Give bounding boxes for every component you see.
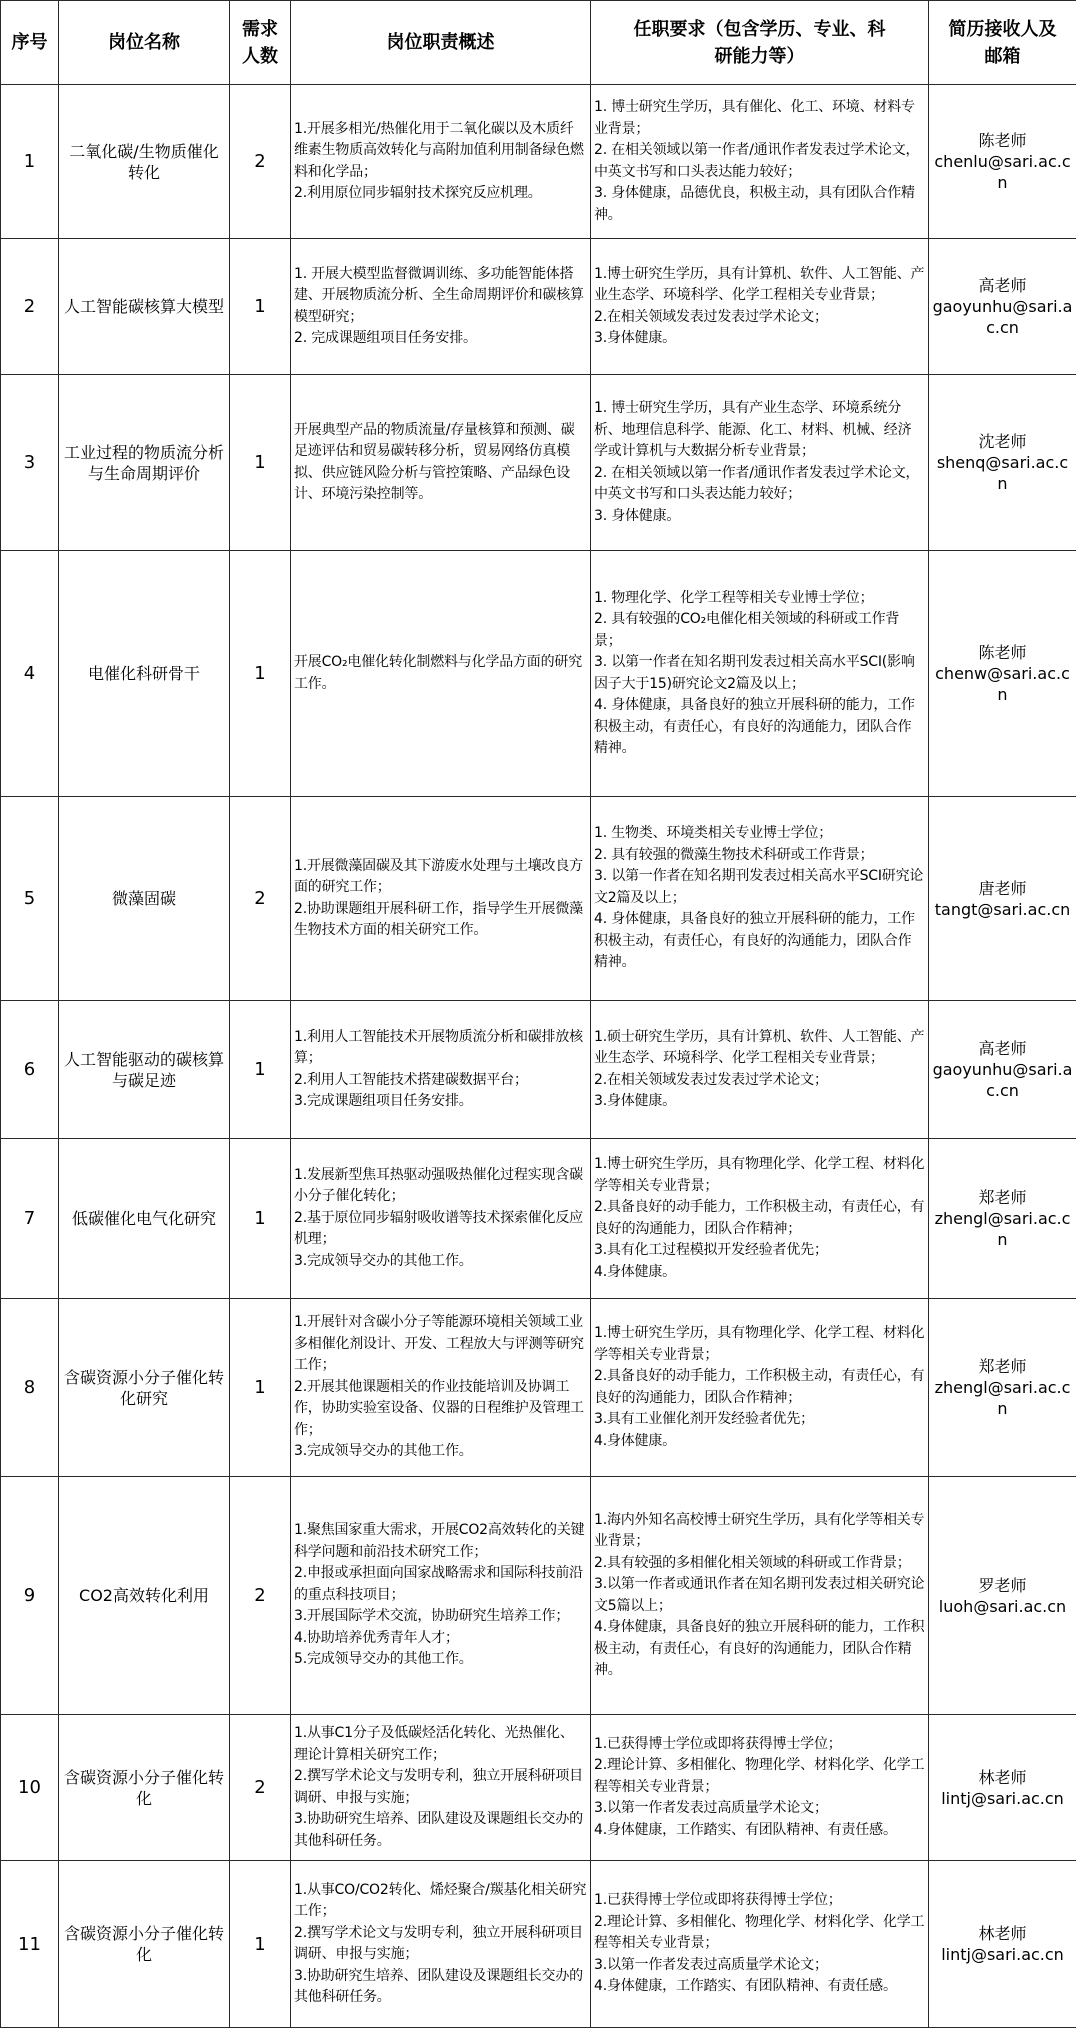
duty-item: 开展CO₂电催化转化制燃料与化学品方面的研究工作。	[294, 654, 583, 692]
position-name: 人工智能驱动的碳核算与碳足迹	[59, 1001, 230, 1139]
header-no: 序号	[1, 1, 59, 85]
requirement-item: 4.身体健康。	[594, 1432, 676, 1449]
duty-item: 3.完成课题组项目任务安排。	[294, 1093, 473, 1109]
position-name: 工业过程的物质流分析与生命周期评价	[59, 375, 230, 551]
requirement-item: 2.在相关领域发表过发表过学术论文；	[594, 1071, 828, 1088]
duties-cell	[291, 1861, 591, 2028]
duties-cell	[291, 239, 591, 375]
demand-count: 1	[230, 1001, 291, 1139]
demand-count: 1	[230, 1299, 291, 1477]
contact-email[interactable]: luoh@sari.ac.cn	[938, 1596, 1067, 1616]
requirement-item: 4.身体健康，具备良好的独立开展科研的能力，工作积极主动，有责任心，有良好的沟通能力，团队合作精神。	[594, 1619, 925, 1678]
contact-email[interactable]: zhengl@sari.ac.cn	[934, 1209, 1071, 1249]
requirement-item: 3. 以第一作者在知名期刊发表过相关高水平SCI研究论文2篇及以上；	[594, 868, 924, 906]
row-number: 4	[1, 551, 59, 797]
requirements-cell	[591, 1715, 929, 1861]
row-number: 10	[1, 1715, 59, 1861]
contact-cell	[929, 1001, 1076, 1139]
duty-item: 1.从事C1分子及低碳烃活化转化、光热催化、理论计算相关研究工作；	[294, 1725, 574, 1763]
demand-count: 2	[230, 1715, 291, 1861]
requirements-cell	[591, 797, 929, 1001]
contact-cell	[929, 797, 1076, 1001]
contact-name: 郑老师	[978, 1188, 1027, 1207]
contact-email[interactable]: gaoyunhu@sari.ac.cn	[932, 297, 1073, 337]
duties-cell	[291, 797, 591, 1001]
duties-cell	[291, 375, 591, 551]
contact-cell	[929, 1477, 1076, 1715]
duty-item: 3.开展国际学术交流，协助研究生培养工作；	[294, 1608, 570, 1625]
duty-item: 1.聚焦国家重大需求，开展CO2高效转化的关键科学问题和前沿技术研究工作；	[294, 1522, 585, 1560]
requirement-item: 3. 身体健康，品德优良，积极主动，具有团队合作精神。	[594, 185, 915, 223]
table-row	[1, 239, 1076, 375]
contact-name: 高老师	[978, 276, 1027, 295]
requirement-item: 3.身体健康。	[594, 330, 676, 346]
requirement-item: 3.以第一作者发表过高质量学术论文；	[594, 1956, 828, 1973]
duty-item: 3.协助研究生培养、团队建设及课题组长交办的其他科研任务。	[294, 1811, 583, 1849]
requirements-cell	[591, 1861, 929, 2028]
duty-item: 5.完成领导交办的其他工作。	[294, 1651, 473, 1668]
requirement-item: 4. 身体健康，具备良好的独立开展科研的能力，工作积极主动，有责任心，有良好的沟通能力，团队合作精神。	[594, 697, 915, 756]
contact-cell	[929, 1139, 1076, 1299]
contact-cell	[929, 85, 1076, 239]
position-name: 二氧化碳/生物质催化转化	[59, 85, 230, 239]
requirement-item: 1.博士研究生学历，具有计算机、软件、人工智能、产业生态学、环境科学、化学工程相关专业背景；	[594, 265, 925, 303]
duty-item: 2. 完成课题组项目任务安排。	[294, 330, 477, 346]
demand-count: 1	[230, 239, 291, 375]
requirement-item: 3.具有工业催化剂开发经验者优先；	[594, 1411, 814, 1427]
table-row	[1, 85, 1076, 239]
row-number: 5	[1, 797, 59, 1001]
requirement-item: 2. 具有较强的CO₂电催化相关领域的科研或工作背景；	[594, 611, 900, 649]
duties-cell	[291, 1299, 591, 1477]
row-number: 2	[1, 239, 59, 375]
contact-cell	[929, 551, 1076, 797]
header-demand: 需求人数	[230, 1, 291, 85]
contact-name: 林老师	[978, 1767, 1027, 1787]
requirement-item: 2. 具有较强的微藻生物技术科研或工作背景；	[594, 846, 874, 863]
requirement-item: 3. 身体健康。	[594, 507, 681, 524]
header-position: 岗位名称	[59, 1, 230, 85]
requirement-item: 2. 在相关领域以第一作者/通讯作者发表过学术论文，中英文书写和口头表达能力较好；	[594, 464, 920, 502]
duty-item: 2.利用原位同步辐射技术探究反应机理。	[294, 185, 542, 201]
row-number: 9	[1, 1477, 59, 1715]
requirement-item: 4.身体健康。	[594, 1263, 676, 1280]
requirement-item: 1. 生物类、环境类相关专业博士学位；	[594, 825, 833, 842]
duty-item: 1. 开展大模型监督微调训练、多功能智能体搭建、开展物质流分析、全生命周期评价和碳核算模型研究；	[294, 265, 584, 325]
requirements-cell	[591, 375, 929, 551]
duty-item: 2.协助课题组开展科研工作，指导学生开展微藻生物技术方面的相关研究工作。	[294, 900, 583, 938]
duties-cell	[291, 1001, 591, 1139]
requirements-cell	[591, 85, 929, 239]
table-row	[1, 375, 1076, 551]
table-row	[1, 797, 1076, 1001]
requirements-cell	[591, 551, 929, 797]
duties-cell	[291, 85, 591, 239]
contact-cell	[929, 1861, 1076, 2028]
duty-item: 1.开展多相光/热催化用于二氧化碳以及木质纤维素生物质高效转化与高附加值利用制备绿色燃料和化学品；	[294, 120, 584, 180]
requirement-item: 4.身体健康，工作踏实、有团队精神、有责任感。	[594, 1821, 897, 1838]
contact-name: 高老师	[978, 1039, 1027, 1058]
row-number: 1	[1, 85, 59, 239]
table-row	[1, 1715, 1076, 1861]
contact-cell	[929, 1715, 1076, 1861]
position-name: 含碳资源小分子催化转化	[59, 1861, 230, 2028]
table-row	[1, 1861, 1076, 2028]
contact-name: 陈老师	[978, 131, 1027, 150]
position-name: 低碳催化电气化研究	[59, 1139, 230, 1299]
row-number: 7	[1, 1139, 59, 1299]
requirement-item: 2.理论计算、多相催化、物理化学、材料化学、化学工程等相关专业背景；	[594, 1757, 925, 1795]
requirements-cell	[591, 1139, 929, 1299]
duties-cell	[291, 1477, 591, 1715]
contact-email[interactable]: chenlu@sari.ac.cn	[934, 152, 1071, 192]
requirements-cell	[591, 1477, 929, 1715]
requirements-cell	[591, 1001, 929, 1139]
header-duties: 岗位职责概述	[291, 1, 591, 85]
requirement-item: 1.博士研究生学历，具有物理化学、化学工程、材料化学等相关专业背景；	[594, 1156, 925, 1194]
demand-count: 1	[230, 551, 291, 797]
row-number: 6	[1, 1001, 59, 1139]
contact-name: 唐老师	[978, 878, 1027, 898]
requirement-item: 3. 以第一作者在知名期刊发表过相关高水平SCI(影响因子大于15)研究论文2篇及以上；	[594, 654, 915, 692]
requirement-item: 1. 物理化学、化学工程等相关专业博士学位；	[594, 589, 874, 606]
position-name: CO2高效转化利用	[59, 1477, 230, 1715]
requirement-item: 4.身体健康，工作踏实、有团队精神、有责任感。	[594, 1978, 897, 1995]
requirement-item: 2.具备良好的动手能力，工作积极主动，有责任心，有良好的沟通能力，团队合作精神；	[594, 1199, 925, 1237]
duty-item: 2.撰写学术论文与发明专利，独立开展科研项目调研、申报与实施；	[294, 1768, 583, 1806]
contact-name: 沈老师	[978, 432, 1027, 451]
duty-item: 开展典型产品的物质流量/存量核算和预测、碳足迹评估和贸易碳转移分析，贸易网络仿真模拟、供应链风险分析与管控策略、产品绿色设计、环境污染控制等。	[294, 421, 575, 502]
position-name: 含碳资源小分子催化转化研究	[59, 1299, 230, 1477]
duties-cell	[291, 1715, 591, 1861]
requirement-item: 1. 博士研究生学历，具有产业生态学、环境系统分析、地理信息科学、能源、化工、材料、机械、经济学或计算机与大数据分析专业背景；	[594, 400, 912, 459]
requirement-item: 4. 身体健康，具备良好的独立开展科研的能力，工作积极主动，有责任心，有良好的沟通能力，团队合作精神。	[594, 911, 915, 971]
row-number: 11	[1, 1861, 59, 2028]
duty-item: 2.基于原位同步辐射吸收谱等技术探索催化反应机理；	[294, 1209, 583, 1248]
position-name: 微藻固碳	[59, 797, 230, 1001]
contact-cell	[929, 1299, 1076, 1477]
duty-item: 3.完成领导交办的其他工作。	[294, 1252, 473, 1269]
requirement-item: 1. 博士研究生学历，具有催化、化工、环境、材料专业背景；	[594, 99, 915, 137]
position-name: 人工智能碳核算大模型	[59, 239, 230, 375]
contact-email[interactable]: tangt@sari.ac.cn	[934, 899, 1071, 919]
demand-count: 2	[230, 85, 291, 239]
requirement-item: 1.已获得博士学位或即将获得博士学位；	[594, 1892, 842, 1909]
requirement-item: 2.具有较强的多相催化相关领域的科研或工作背景；	[594, 1554, 911, 1571]
requirement-item: 2. 在相关领域以第一作者/通讯作者发表过学术论文，中英文书写和口头表达能力较好；	[594, 142, 920, 180]
requirement-item: 2.在相关领域发表过发表过学术论文；	[594, 308, 828, 325]
demand-count: 1	[230, 1861, 291, 2028]
table-row	[1, 1139, 1076, 1299]
duty-item: 2.申报或承担面向国家战略需求和国际科技前沿的重点科技项目；	[294, 1565, 583, 1603]
requirement-item: 1.海内外知名高校博士研究生学历，具有化学等相关专业背景；	[594, 1511, 925, 1549]
demand-count: 2	[230, 1477, 291, 1715]
demand-count: 1	[230, 375, 291, 551]
requirement-item: 1.已获得博士学位或即将获得博士学位；	[594, 1735, 842, 1752]
duty-item: 1.发展新型焦耳热驱动强吸热催化过程实现含碳小分子催化转化；	[294, 1166, 583, 1205]
contact-cell	[929, 239, 1076, 375]
contact-email[interactable]: gaoyunhu@sari.ac.cn	[932, 1060, 1073, 1100]
contact-email[interactable]: lintj@sari.ac.cn	[941, 1788, 1064, 1808]
duties-cell	[291, 551, 591, 797]
header-requirements: 任职要求（包含学历、专业、科研能力等）	[591, 1, 929, 85]
requirements-cell	[591, 1299, 929, 1477]
requirement-item: 2.具备良好的动手能力，工作积极主动，有责任心，有良好的沟通能力，团队合作精神；	[594, 1368, 925, 1406]
contact-name: 郑老师	[978, 1357, 1027, 1376]
requirement-item: 2.理论计算、多相催化、物理化学、材料化学、化学工程等相关专业背景；	[594, 1913, 925, 1952]
duty-item: 1.开展针对含碳小分子等能源环境相关领域工业多相催化剂设计、开发、工程放大与评测等研究工作；	[294, 1314, 584, 1374]
row-number: 8	[1, 1299, 59, 1477]
contact-name: 罗老师	[978, 1575, 1027, 1595]
duty-item: 1.利用人工智能技术开展物质流分析和碳排放核算；	[294, 1028, 583, 1066]
duties-cell	[291, 1139, 591, 1299]
contact-email[interactable]: chenw@sari.ac.cn	[935, 664, 1070, 704]
requirement-item: 3.以第一作者发表过高质量学术论文；	[594, 1800, 828, 1817]
requirement-item: 1.硕士研究生学历，具有计算机、软件、人工智能、产业生态学、环境科学、化学工程相关专业背景；	[594, 1028, 925, 1066]
contact-email[interactable]: lintj@sari.ac.cn	[941, 1945, 1064, 1964]
contact-email[interactable]: zhengl@sari.ac.cn	[934, 1378, 1071, 1418]
row-number: 3	[1, 375, 59, 551]
duty-item: 4.协助培养优秀青年人才；	[294, 1629, 459, 1646]
duty-item: 1.从事CO/CO2转化、烯烃聚合/羰基化相关研究工作；	[294, 1881, 587, 1919]
contact-name: 陈老师	[978, 643, 1027, 662]
duty-item: 3.协助研究生培养、团队建设及课题组长交办的其他科研任务。	[294, 1967, 583, 2005]
duty-item: 1.开展微藻固碳及其下游废水处理与土壤改良方面的研究工作；	[294, 857, 583, 895]
requirements-cell	[591, 239, 929, 375]
contact-email[interactable]: shenq@sari.ac.cn	[936, 453, 1069, 493]
demand-count: 2	[230, 797, 291, 1001]
requirement-item: 3.具有化工过程模拟开发经验者优先；	[594, 1242, 828, 1258]
table-row	[1, 551, 1076, 797]
table-header-row	[1, 1, 1076, 85]
header-contact: 简历接收人及邮箱	[929, 1, 1076, 85]
contact-cell	[929, 375, 1076, 551]
position-name: 电催化科研骨干	[59, 551, 230, 797]
contact-name: 林老师	[978, 1924, 1027, 1943]
requirement-item: 1.博士研究生学历，具有物理化学、化学工程、材料化学等相关专业背景；	[594, 1325, 925, 1363]
duty-item: 2.利用人工智能技术搭建碳数据平台；	[294, 1071, 528, 1088]
position-name: 含碳资源小分子催化转化	[59, 1715, 230, 1861]
duty-item: 2.撰写学术论文与发明专利，独立开展科研项目调研、申报与实施；	[294, 1924, 583, 1962]
table-row	[1, 1477, 1076, 1715]
requirement-item: 3.身体健康。	[594, 1093, 676, 1109]
requirement-item: 3.以第一作者或通讯作者在知名期刊发表过相关研究论文5篇以上；	[594, 1576, 925, 1614]
table-row	[1, 1001, 1076, 1139]
duty-item: 2.开展其他课题相关的作业技能培训及协调工作，协助实验室设备、仪器的日程维护及管理工作；	[294, 1378, 584, 1438]
table-row	[1, 1299, 1076, 1477]
duty-item: 3.完成领导交办的其他工作。	[294, 1443, 473, 1460]
demand-count: 1	[230, 1139, 291, 1299]
